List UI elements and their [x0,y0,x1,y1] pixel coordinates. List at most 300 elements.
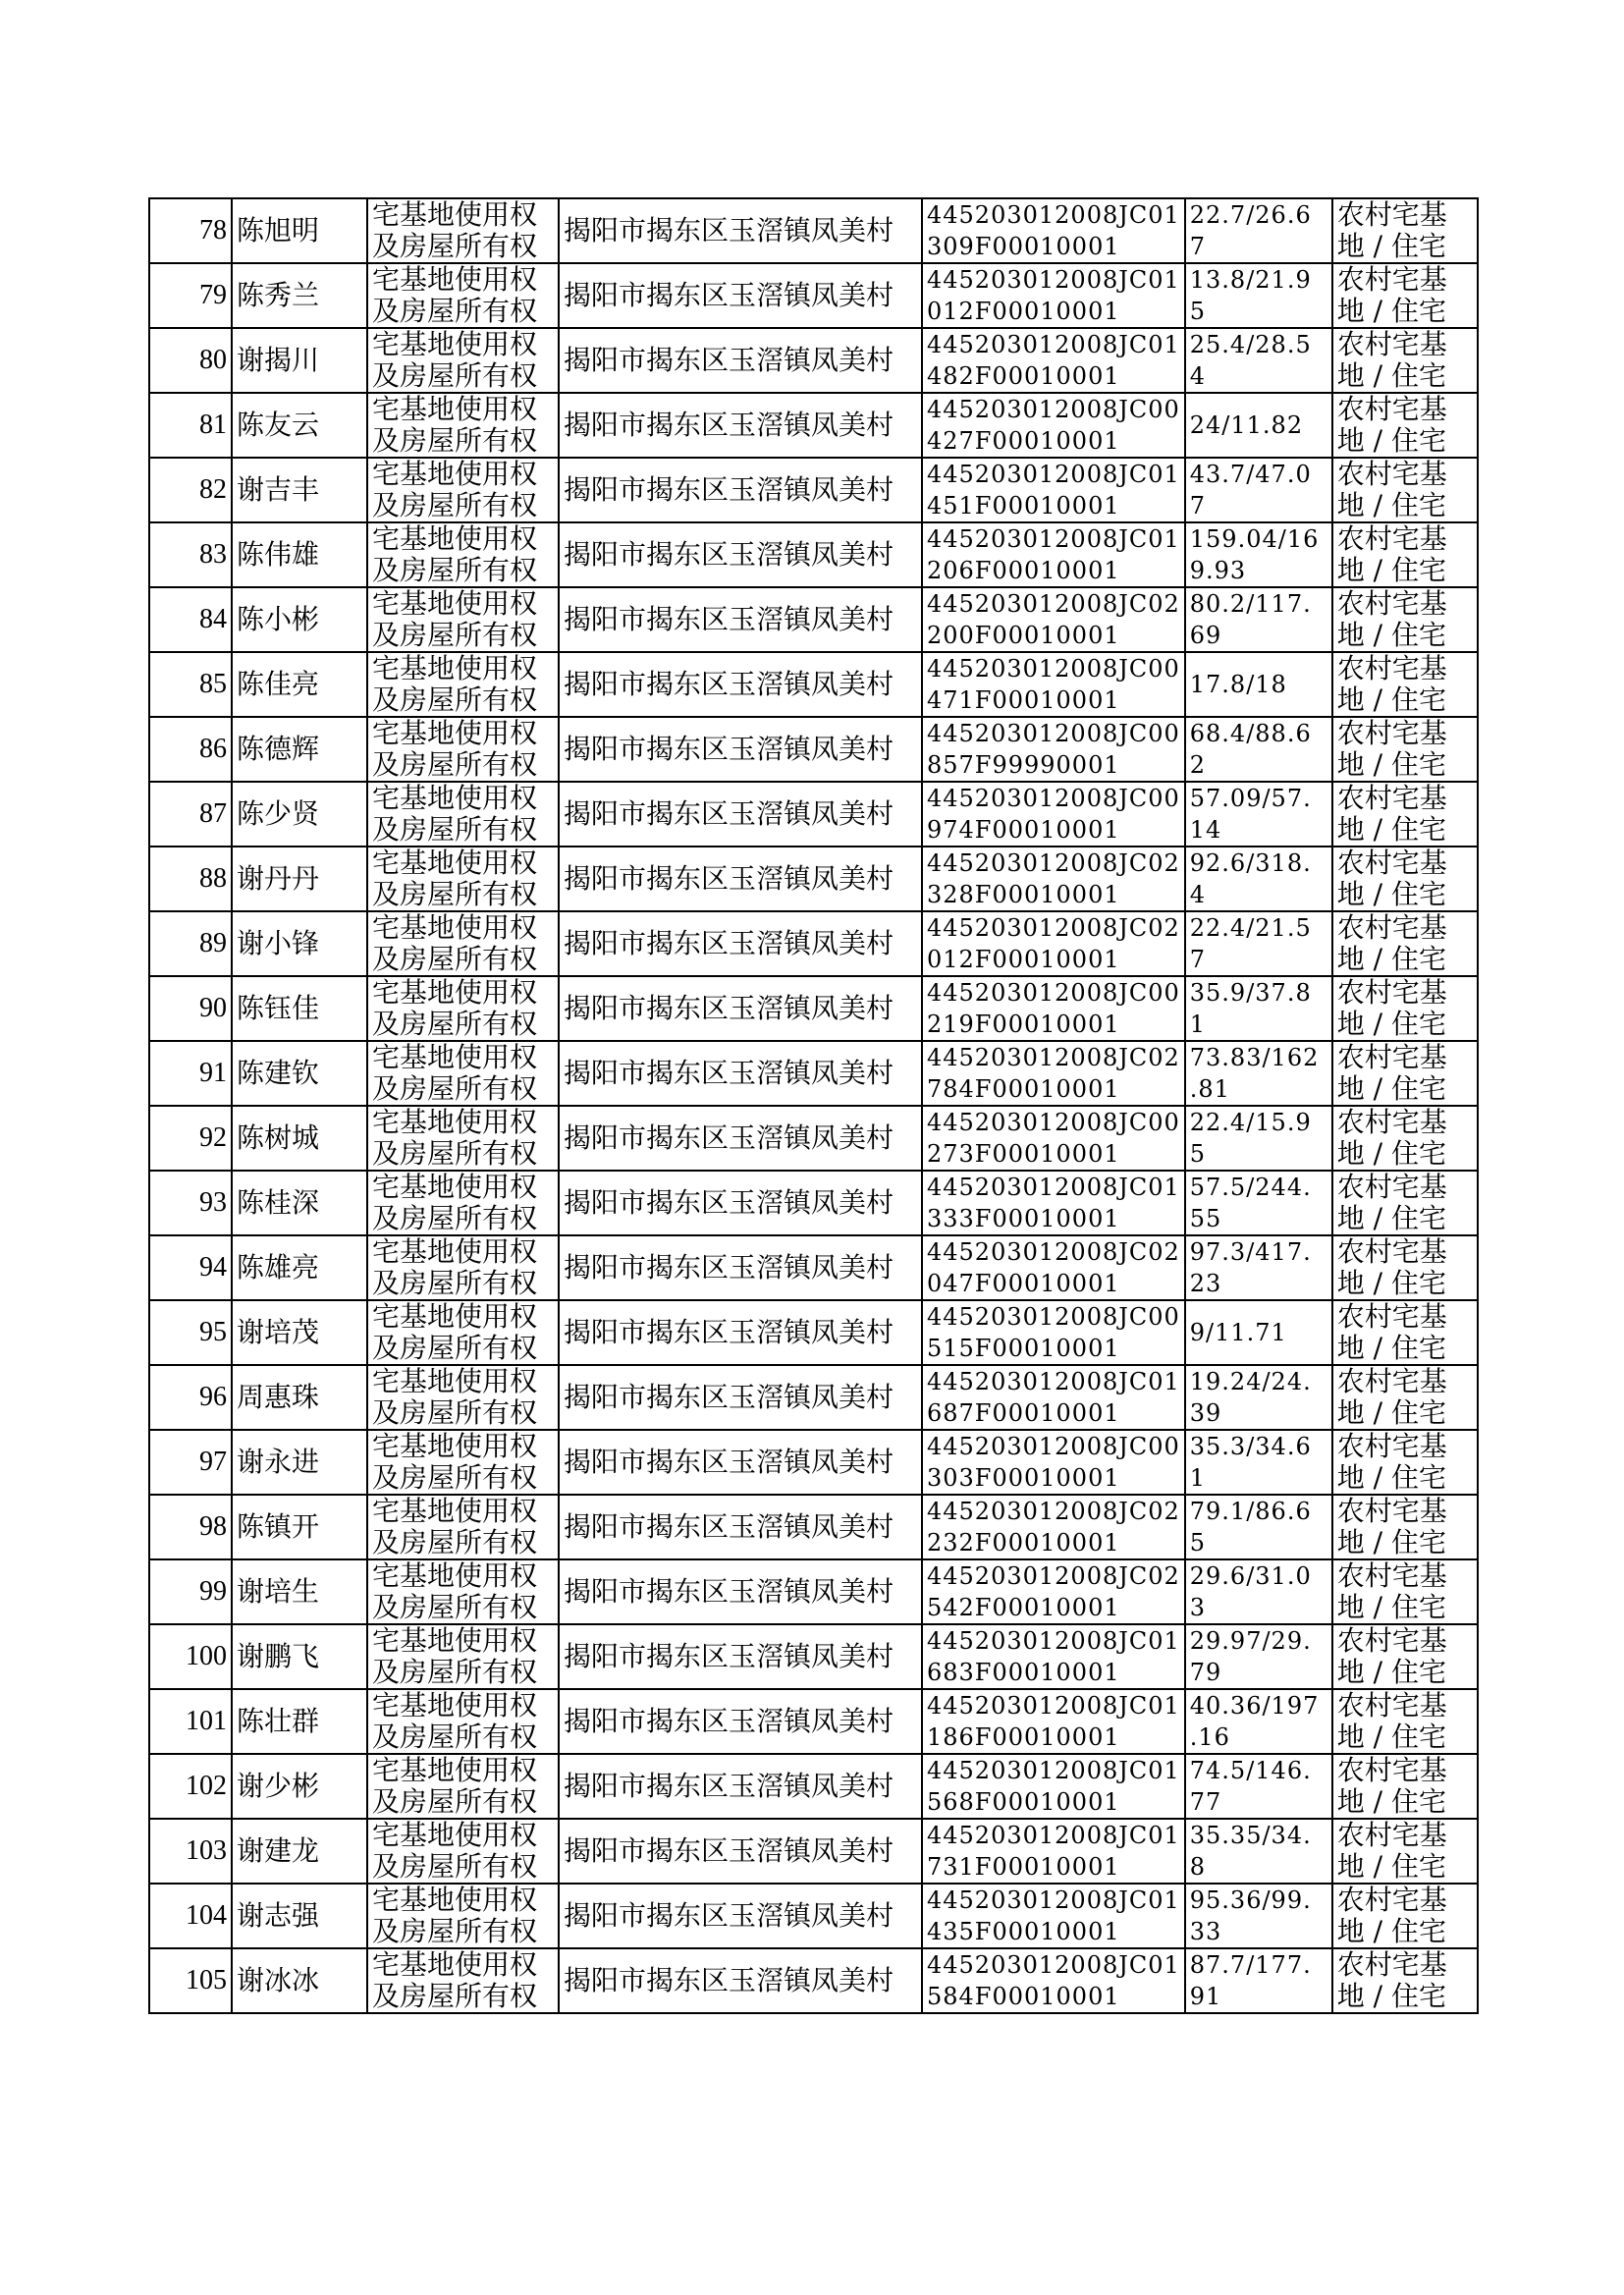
type-line: 及房屋所有权 [372,813,538,846]
row-number: 93 [149,1171,232,1235]
owner-name: 谢揭川 [232,328,367,393]
code-line: 445203012008JC00 [927,720,1180,747]
code-line: 445203012008JC00 [927,1303,1180,1331]
area-value [1185,1106,1332,1171]
code-line: 568F00010001 [927,1788,1120,1816]
right-type [367,1624,559,1689]
property-location: 揭阳市揭东区玉滘镇凤美村 [559,1884,922,1948]
type-line: 宅基地使用权 [372,263,538,296]
unit-code [922,1430,1185,1495]
use-line: 农村宅基 [1336,717,1447,749]
area-value [1185,847,1332,911]
unit-code [922,458,1185,522]
type-line: 及房屋所有权 [372,1267,538,1299]
use-line: 地 / 住宅 [1336,1526,1447,1558]
unit-code [922,911,1185,976]
owner-name: 陈友云 [232,393,367,458]
area-value [1185,782,1332,847]
code-line: 515F00010001 [927,1335,1120,1362]
right-type [367,1171,559,1235]
type-line: 及房屋所有权 [372,1785,538,1818]
owner-name: 谢建龙 [232,1819,367,1884]
area-value [1185,976,1332,1041]
owner-name: 陈壮群 [232,1689,367,1754]
area-line: 35.9/37.8 [1189,979,1312,1007]
type-line: 宅基地使用权 [372,1948,538,1981]
type-line: 及房屋所有权 [372,1980,538,2012]
use-line: 地 / 住宅 [1336,1461,1447,1494]
area-line: 87.7/177. [1189,1951,1312,1979]
table-row [149,1300,1478,1365]
property-location: 揭阳市揭东区玉滘镇凤美村 [559,1754,922,1819]
table-row [149,976,1478,1041]
type-line: 宅基地使用权 [372,1106,538,1138]
code-line: 445203012008JC01 [927,266,1180,294]
unit-code [922,1235,1185,1300]
right-type [367,1041,559,1106]
code-line: 482F00010001 [927,362,1120,390]
owner-name: 周惠珠 [232,1365,367,1430]
property-location: 揭阳市揭东区玉滘镇凤美村 [559,1300,922,1365]
type-line: 及房屋所有权 [372,554,538,586]
use-line: 地 / 住宅 [1336,1850,1447,1883]
right-type [367,1948,559,2013]
row-number: 105 [149,1948,232,2013]
type-line: 宅基地使用权 [372,1689,538,1721]
owner-name: 陈德辉 [232,717,367,782]
type-line: 及房屋所有权 [372,1721,538,1753]
code-line: 309F00010001 [927,233,1120,260]
use-line: 地 / 住宅 [1336,489,1447,521]
area-line: 1 [1189,1464,1207,1492]
owner-name: 谢鹏飞 [232,1624,367,1689]
code-line: 974F00010001 [927,816,1120,844]
use-line: 地 / 住宅 [1336,813,1447,846]
area-value [1185,1430,1332,1495]
use-line: 农村宅基 [1336,1430,1447,1462]
table-row [149,847,1478,911]
row-number: 94 [149,1235,232,1300]
land-use [1332,782,1478,847]
type-line: 及房屋所有权 [372,424,538,457]
property-location: 揭阳市揭东区玉滘镇凤美村 [559,458,922,522]
code-line: 542F00010001 [927,1594,1120,1621]
type-line: 及房屋所有权 [372,1202,538,1234]
code-line: 273F00010001 [927,1140,1120,1168]
code-line: 445203012008JC01 [927,201,1180,229]
area-line: 57.5/244. [1189,1174,1312,1201]
area-value [1185,652,1332,717]
area-value [1185,198,1332,263]
right-type [367,717,559,782]
area-line: 79.1/86.6 [1189,1498,1312,1525]
property-location: 揭阳市揭东区玉滘镇凤美村 [559,328,922,393]
area-line: 3 [1189,1594,1207,1621]
property-location: 揭阳市揭东区玉滘镇凤美村 [559,1948,922,2013]
land-use [1332,976,1478,1041]
property-location: 揭阳市揭东区玉滘镇凤美村 [559,522,922,587]
row-number: 97 [149,1430,232,1495]
land-use [1332,1689,1478,1754]
property-location: 揭阳市揭东区玉滘镇凤美村 [559,263,922,328]
area-line: .81 [1189,1075,1230,1103]
right-type [367,1430,559,1495]
area-value [1185,522,1332,587]
table-row [149,1171,1478,1235]
unit-code [922,1689,1185,1754]
unit-code [922,198,1185,263]
code-line: 731F00010001 [927,1853,1120,1881]
area-line: 24/11.82 [1189,411,1304,439]
type-line: 宅基地使用权 [372,652,538,684]
table-row [149,522,1478,587]
code-line: 303F00010001 [927,1464,1120,1492]
use-line: 农村宅基 [1336,1884,1447,1916]
right-type [367,198,559,263]
type-line: 及房屋所有权 [372,683,538,716]
row-number: 101 [149,1689,232,1754]
type-line: 宅基地使用权 [372,1171,538,1203]
use-line: 地 / 住宅 [1336,683,1447,716]
land-use [1332,1106,1478,1171]
unit-code [922,1948,1185,2013]
code-line: 445203012008JC01 [927,1692,1180,1720]
land-use [1332,1300,1478,1365]
property-rights-table [148,197,1479,2014]
use-line: 农村宅基 [1336,782,1447,814]
area-value [1185,1689,1332,1754]
property-location: 揭阳市揭东区玉滘镇凤美村 [559,1365,922,1430]
code-line: 206F00010001 [927,557,1120,584]
type-line: 及房屋所有权 [372,619,538,651]
row-number: 82 [149,458,232,522]
area-line: 29.97/29. [1189,1627,1312,1655]
unit-code [922,847,1185,911]
area-value [1185,1235,1332,1300]
area-line: 39 [1189,1399,1222,1427]
area-value [1185,458,1332,522]
use-line: 农村宅基 [1336,198,1447,231]
row-number: 102 [149,1754,232,1819]
use-line: 农村宅基 [1336,1948,1447,1981]
area-line: 74.5/146. [1189,1757,1312,1784]
use-line: 地 / 住宅 [1336,1072,1447,1105]
unit-code [922,328,1185,393]
area-line: 9/11.71 [1189,1319,1287,1346]
owner-name: 陈旭明 [232,198,367,263]
area-line: 33 [1189,1918,1222,1945]
property-location: 揭阳市揭东区玉滘镇凤美村 [559,1819,922,1884]
use-line: 农村宅基 [1336,1106,1447,1138]
land-use [1332,1430,1478,1495]
area-line: 14 [1189,816,1222,844]
row-number: 78 [149,198,232,263]
use-line: 农村宅基 [1336,1559,1447,1592]
use-line: 农村宅基 [1336,847,1447,879]
type-line: 及房屋所有权 [372,878,538,910]
owner-name: 谢志强 [232,1884,367,1948]
unit-code [922,976,1185,1041]
type-line: 及房屋所有权 [372,1915,538,1947]
area-line: 9.93 [1189,557,1247,584]
use-line: 地 / 住宅 [1336,1008,1447,1040]
property-location: 揭阳市揭东区玉滘镇凤美村 [559,198,922,263]
right-type [367,328,559,393]
area-value [1185,717,1332,782]
type-line: 宅基地使用权 [372,198,538,231]
type-line: 及房屋所有权 [372,1137,538,1170]
right-type [367,458,559,522]
right-type [367,976,559,1041]
owner-name: 谢永进 [232,1430,367,1495]
table-row [149,1106,1478,1171]
right-type [367,1884,559,1948]
use-line: 农村宅基 [1336,1235,1447,1268]
use-line: 地 / 住宅 [1336,1656,1447,1688]
code-line: 445203012008JC00 [927,979,1180,1007]
owner-name: 陈桂深 [232,1171,367,1235]
type-line: 宅基地使用权 [372,976,538,1009]
table-row [149,1624,1478,1689]
use-line: 地 / 住宅 [1336,1396,1447,1429]
table-row [149,1041,1478,1106]
area-line: 22.4/21.5 [1189,914,1312,942]
type-line: 及房屋所有权 [372,1656,538,1688]
type-line: 宅基地使用权 [372,1559,538,1592]
code-line: 445203012008JC02 [927,914,1180,942]
table-row [149,1689,1478,1754]
code-line: 232F00010001 [927,1529,1120,1557]
code-line: 445203012008JC02 [927,1044,1180,1071]
area-line: 159.04/16 [1189,525,1320,553]
row-number: 87 [149,782,232,847]
owner-name: 谢小锋 [232,911,367,976]
owner-name: 谢培生 [232,1559,367,1624]
area-line: 7 [1189,946,1207,973]
code-line: 445203012008JC02 [927,590,1180,618]
use-line: 地 / 住宅 [1336,359,1447,392]
use-line: 农村宅基 [1336,1171,1447,1203]
property-location: 揭阳市揭东区玉滘镇凤美村 [559,847,922,911]
area-line: 7 [1189,492,1207,519]
use-line: 地 / 住宅 [1336,943,1447,975]
area-value [1185,393,1332,458]
area-line: 5 [1189,1140,1207,1168]
row-number: 90 [149,976,232,1041]
use-line: 农村宅基 [1336,1495,1447,1527]
area-line: 7 [1189,233,1207,260]
owner-name: 陈小彬 [232,587,367,652]
type-line: 宅基地使用权 [372,328,538,360]
area-value [1185,1559,1332,1624]
code-line: 219F00010001 [927,1011,1120,1038]
land-use [1332,1171,1478,1235]
unit-code [922,1365,1185,1430]
right-type [367,911,559,976]
property-location: 揭阳市揭东区玉滘镇凤美村 [559,1041,922,1106]
code-line: 445203012008JC01 [927,331,1180,358]
property-location: 揭阳市揭东区玉滘镇凤美村 [559,976,922,1041]
unit-code [922,782,1185,847]
land-use [1332,1754,1478,1819]
type-line: 宅基地使用权 [372,587,538,620]
row-number: 96 [149,1365,232,1430]
owner-name: 谢冰冰 [232,1948,367,2013]
unit-code [922,1495,1185,1559]
use-line: 农村宅基 [1336,1754,1447,1786]
type-line: 及房屋所有权 [372,1526,538,1558]
type-line: 及房屋所有权 [372,1591,538,1623]
unit-code [922,522,1185,587]
right-type [367,847,559,911]
unit-code [922,717,1185,782]
type-line: 宅基地使用权 [372,458,538,490]
unit-code [922,393,1185,458]
type-line: 宅基地使用权 [372,1235,538,1268]
land-use [1332,1948,1478,2013]
code-line: 451F00010001 [927,492,1120,519]
code-line: 427F00010001 [927,427,1120,455]
owner-name: 陈雄亮 [232,1235,367,1300]
owner-name: 谢吉丰 [232,458,367,522]
use-line: 地 / 住宅 [1336,424,1447,457]
area-line: 79 [1189,1659,1222,1686]
code-line: 445203012008JC02 [927,1238,1180,1266]
owner-name: 陈佳亮 [232,652,367,717]
land-use [1332,1884,1478,1948]
type-line: 宅基地使用权 [372,1624,538,1657]
unit-code [922,1884,1185,1948]
area-value [1185,328,1332,393]
code-line: 687F00010001 [927,1399,1120,1427]
right-type [367,1495,559,1559]
code-line: 445203012008JC01 [927,1822,1180,1849]
unit-code [922,1819,1185,1884]
type-line: 及房屋所有权 [372,1332,538,1364]
land-use [1332,522,1478,587]
use-line: 地 / 住宅 [1336,1721,1447,1753]
area-line: 5 [1189,1529,1207,1557]
area-value [1185,1171,1332,1235]
row-number: 98 [149,1495,232,1559]
land-use [1332,1235,1478,1300]
row-number: 86 [149,717,232,782]
code-line: 047F00010001 [927,1270,1120,1297]
land-use [1332,393,1478,458]
use-line: 农村宅基 [1336,1300,1447,1333]
code-line: 445203012008JC01 [927,1627,1180,1655]
use-line: 农村宅基 [1336,522,1447,555]
property-location: 揭阳市揭东区玉滘镇凤美村 [559,1430,922,1495]
right-type [367,782,559,847]
type-line: 宅基地使用权 [372,1300,538,1333]
table-row [149,458,1478,522]
row-number: 100 [149,1624,232,1689]
code-line: 200F00010001 [927,622,1120,649]
code-line: 445203012008JC00 [927,655,1180,683]
type-line: 及房屋所有权 [372,1396,538,1429]
use-line: 地 / 住宅 [1336,1202,1447,1234]
right-type [367,1365,559,1430]
area-value [1185,1365,1332,1430]
area-line: 4 [1189,362,1207,390]
land-use [1332,717,1478,782]
code-line: 445203012008JC02 [927,1498,1180,1525]
unit-code [922,1559,1185,1624]
code-line: 683F00010001 [927,1659,1120,1686]
area-line: 92.6/318. [1189,849,1312,877]
owner-name: 陈钰佳 [232,976,367,1041]
use-line: 农村宅基 [1336,263,1447,296]
unit-code [922,1041,1185,1106]
area-line: 43.7/47.0 [1189,461,1312,488]
land-use [1332,263,1478,328]
right-type [367,587,559,652]
row-number: 85 [149,652,232,717]
code-line: 857F99990001 [927,751,1120,779]
code-line: 445203012008JC01 [927,1886,1180,1914]
type-line: 宅基地使用权 [372,1041,538,1073]
right-type [367,1106,559,1171]
type-line: 及房屋所有权 [372,230,538,262]
land-use [1332,1041,1478,1106]
right-type [367,1235,559,1300]
table-row [149,1884,1478,1948]
right-type [367,263,559,328]
land-use [1332,911,1478,976]
use-line: 农村宅基 [1336,1624,1447,1657]
unit-code [922,1754,1185,1819]
use-line: 地 / 住宅 [1336,295,1447,327]
area-line: .16 [1189,1723,1230,1751]
use-line: 农村宅基 [1336,1041,1447,1073]
owner-name: 陈建钦 [232,1041,367,1106]
row-number: 89 [149,911,232,976]
use-line: 农村宅基 [1336,1689,1447,1721]
code-line: 445203012008JC01 [927,1368,1180,1395]
use-line: 地 / 住宅 [1336,619,1447,651]
unit-code [922,1624,1185,1689]
code-line: 584F00010001 [927,1983,1120,2010]
right-type [367,1300,559,1365]
area-line: 91 [1189,1983,1222,2010]
use-line: 地 / 住宅 [1336,1332,1447,1364]
table-row [149,717,1478,782]
code-line: 445203012008JC01 [927,1757,1180,1784]
owner-name: 陈树城 [232,1106,367,1171]
land-use [1332,847,1478,911]
area-line: 17.8/18 [1189,671,1287,698]
area-line: 22.4/15.9 [1189,1109,1312,1136]
unit-code [922,263,1185,328]
area-line: 77 [1189,1788,1222,1816]
area-line: 95.36/99. [1189,1886,1312,1914]
area-line: 8 [1189,1853,1207,1881]
property-location: 揭阳市揭东区玉滘镇凤美村 [559,1559,922,1624]
table-row [149,263,1478,328]
row-number: 103 [149,1819,232,1884]
use-line: 农村宅基 [1336,652,1447,684]
use-line: 农村宅基 [1336,458,1447,490]
use-line: 农村宅基 [1336,976,1447,1009]
use-line: 地 / 住宅 [1336,1137,1447,1170]
table-row [149,782,1478,847]
unit-code [922,652,1185,717]
code-line: 445203012008JC00 [927,396,1180,423]
property-location: 揭阳市揭东区玉滘镇凤美村 [559,911,922,976]
code-line: 012F00010001 [927,946,1120,973]
code-line: 435F00010001 [927,1918,1120,1945]
